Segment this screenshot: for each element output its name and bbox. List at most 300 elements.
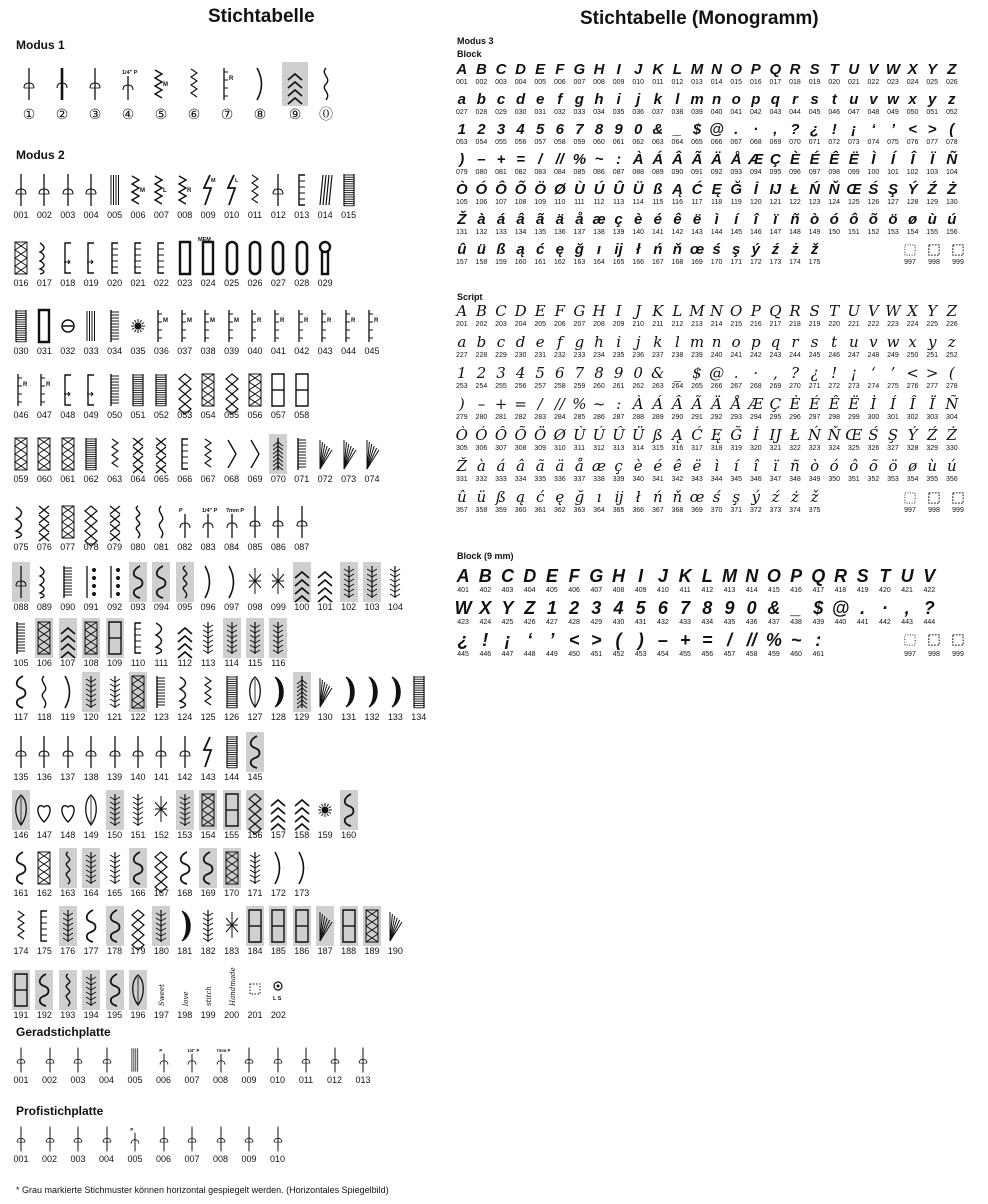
svg-text:P: P	[130, 1127, 134, 1133]
modus2-stitch	[223, 502, 244, 552]
loops-icon	[59, 970, 77, 1010]
script-char	[726, 302, 746, 329]
char-glyph: Ú	[593, 181, 605, 198]
modus2-stitch	[59, 562, 77, 612]
char-number: 368	[671, 507, 684, 514]
script-char	[570, 333, 590, 360]
char-glyph: Â	[671, 395, 683, 413]
modus2-stitch	[269, 790, 287, 840]
dense-icon	[410, 672, 428, 712]
char-glyph: V	[923, 566, 936, 586]
stitch-number: 110	[130, 658, 146, 668]
char-glyph: õ	[868, 211, 878, 228]
modus2-stitch	[176, 238, 194, 288]
script-char	[707, 302, 727, 329]
block-char	[491, 180, 511, 207]
script-char	[452, 488, 472, 515]
block-char	[922, 90, 942, 117]
stitch-number: 196	[130, 1010, 146, 1020]
char-number: 442	[879, 619, 891, 626]
char-number: 083	[534, 169, 547, 176]
char-glyph: ü	[476, 241, 486, 258]
script-char	[511, 426, 531, 453]
char-number: 251	[926, 352, 939, 359]
char-number: 421	[901, 587, 913, 594]
char-number: 077	[926, 139, 939, 146]
block-char	[511, 180, 531, 207]
stitch-number: 174	[13, 946, 29, 956]
stitch-number: 019	[83, 278, 99, 288]
serp-icon	[82, 906, 100, 946]
modus2-stitch	[82, 502, 100, 552]
stitch-number: 003	[70, 1075, 86, 1085]
script-char	[609, 488, 629, 515]
straight-c-icon	[183, 1124, 201, 1154]
char-glyph: ¡	[851, 121, 857, 138]
char-number: 140	[632, 229, 645, 236]
char-glyph: v	[869, 91, 878, 108]
script-char	[491, 426, 511, 453]
block-grid	[452, 60, 972, 270]
modus2-stitch	[152, 238, 170, 288]
char-number: 372	[749, 507, 762, 514]
script-char	[883, 395, 903, 422]
stitch-number: 083	[200, 542, 216, 552]
modus2-stitch	[106, 502, 124, 552]
block-char	[785, 60, 805, 87]
char-glyph: Å	[730, 151, 742, 168]
special-symbol	[923, 488, 945, 515]
x-box-icon	[129, 672, 147, 712]
straight-c-icon	[106, 732, 124, 772]
geradstich-stitch	[354, 1045, 372, 1085]
modus2-stitch	[129, 618, 147, 668]
block9-char	[474, 629, 496, 659]
char-number: 122	[789, 199, 801, 206]
block9-char	[807, 629, 829, 659]
char-number: 370	[710, 507, 723, 514]
block-char	[628, 90, 648, 117]
block-char	[570, 60, 590, 87]
char-glyph: Ò	[455, 426, 468, 444]
char-glyph: D	[523, 566, 537, 586]
profistich-stitch	[240, 1124, 258, 1164]
char-glyph: 3	[496, 364, 506, 382]
char-glyph: Ň	[828, 181, 840, 198]
char-number: 449	[546, 651, 558, 658]
char-number: 033	[573, 109, 586, 116]
block-char	[648, 180, 668, 207]
char-glyph: J	[634, 61, 643, 78]
char-number: 142	[671, 229, 684, 236]
char-glyph: b	[476, 91, 486, 108]
char-number: 075	[887, 139, 899, 146]
char-glyph: Ô	[494, 426, 508, 444]
block9-char	[585, 629, 607, 659]
stitch-number: 198	[177, 1010, 193, 1020]
char-glyph: ’	[549, 630, 555, 650]
char-glyph: .	[733, 364, 739, 382]
char-number: 291	[691, 414, 703, 421]
char-glyph: 8	[594, 364, 604, 382]
char-glyph: =	[514, 395, 527, 413]
char-number: 433	[679, 619, 691, 626]
char-number: 043	[769, 109, 782, 116]
block9-char	[519, 597, 541, 627]
char-glyph: ĳ	[614, 241, 623, 258]
char-glyph: p	[751, 91, 761, 108]
char-number: 275	[887, 383, 899, 390]
profistich-stitch	[183, 1124, 201, 1164]
script-char	[530, 302, 550, 329]
script-char	[903, 302, 923, 329]
box-icon	[293, 370, 311, 410]
char-glyph: G	[573, 61, 586, 78]
char-glyph: ł	[635, 488, 641, 506]
char-number: 001	[455, 79, 468, 86]
loop-icon	[35, 672, 53, 712]
char-glyph: Œ	[846, 181, 862, 198]
char-glyph: 6	[657, 598, 668, 618]
char-number: 261	[612, 383, 625, 390]
stitch-number: 119	[60, 712, 75, 722]
char-glyph: .	[734, 121, 739, 138]
block-char	[628, 210, 648, 237]
char-number: 050	[906, 109, 919, 116]
block9-char	[785, 597, 807, 627]
stitch-number: 002	[41, 1154, 58, 1164]
stitch-number: 176	[60, 946, 76, 956]
modus2-stitch	[82, 672, 100, 722]
char-glyph: ł	[636, 241, 641, 258]
script-char	[942, 395, 962, 422]
char-number: 067	[730, 139, 743, 146]
char-number: 151	[847, 229, 860, 236]
char-number: 071	[808, 139, 821, 146]
svg-text:P: P	[178, 508, 183, 514]
char-glyph: F	[555, 61, 565, 78]
char-number: 095	[769, 169, 782, 176]
char-glyph: G	[589, 566, 604, 586]
char-number: 375	[808, 507, 821, 514]
char-glyph: ż	[791, 488, 799, 506]
script-char	[746, 333, 766, 360]
dotted-box-icon	[928, 240, 940, 259]
blind-r-icon	[12, 370, 30, 410]
modus2-stitch	[59, 672, 77, 722]
modus2-stitch	[35, 170, 53, 220]
char-glyph: @	[709, 121, 724, 138]
modus2-stitch	[152, 306, 170, 356]
modus2-stitch	[176, 906, 194, 956]
char-glyph: ·	[753, 364, 759, 382]
stitch-number: 068	[224, 474, 240, 484]
char-number: 165	[612, 259, 625, 266]
modus2-stitch	[246, 306, 264, 356]
char-glyph: D	[514, 302, 527, 320]
char-number: 159	[495, 259, 507, 266]
stitch-number: 118	[37, 712, 52, 722]
char-glyph: C	[495, 302, 507, 320]
char-glyph: t	[831, 333, 838, 351]
char-glyph: O	[766, 566, 781, 586]
char-glyph: ş	[732, 488, 741, 506]
script-char	[452, 395, 472, 422]
diamond-icon	[129, 906, 147, 946]
char-glyph: $	[813, 598, 824, 618]
modus2-stitch	[176, 672, 194, 722]
special-number: 999	[952, 259, 964, 266]
block-char	[903, 210, 923, 237]
script-char	[707, 426, 727, 453]
char-number: 004	[514, 79, 527, 86]
char-glyph: Ź	[927, 181, 937, 198]
char-glyph: Ś	[868, 426, 879, 444]
block-char	[628, 240, 648, 267]
block-char	[589, 90, 609, 117]
char-number: 087	[612, 169, 625, 176]
script-char	[628, 488, 648, 515]
modus2-stitch	[106, 790, 124, 840]
stitch-number: 080	[130, 542, 146, 552]
char-glyph: c	[496, 91, 506, 108]
comb-icon	[106, 306, 124, 346]
stitch-number: 003	[70, 1154, 86, 1164]
char-glyph: $	[692, 121, 702, 138]
script-char	[922, 457, 942, 484]
char-number: 127	[887, 199, 899, 206]
char-number: 213	[691, 321, 703, 328]
script-char	[707, 488, 727, 515]
block9-char	[896, 597, 918, 627]
stitch-number: 061	[60, 474, 76, 484]
script-char	[746, 395, 766, 422]
block-char	[628, 60, 648, 87]
box-icon	[340, 906, 358, 946]
char-glyph: g	[574, 333, 585, 351]
char-number: 235	[612, 352, 625, 359]
modus2-stitch	[82, 970, 100, 1020]
char-number: 155	[926, 229, 939, 236]
char-glyph: X	[479, 598, 492, 618]
char-glyph: ?	[790, 121, 800, 138]
svg-text:L: L	[234, 178, 238, 184]
char-number: 264	[671, 383, 684, 390]
block-char	[511, 90, 531, 117]
stitch-number: 130	[317, 712, 333, 722]
char-glyph: Û	[613, 181, 625, 198]
char-number: 152	[867, 229, 880, 236]
char-number: 445	[457, 651, 469, 658]
char-glyph: H	[592, 302, 606, 320]
special-number: 999	[952, 507, 964, 514]
modus2-stitch	[106, 672, 124, 722]
char-number: 062	[632, 139, 645, 146]
char-glyph: A	[456, 566, 470, 586]
stitch-number: 024	[200, 278, 216, 288]
stitch-number: 147	[36, 830, 52, 840]
char-number: 302	[906, 414, 919, 421]
char-number: 252	[945, 352, 958, 359]
block9-char	[763, 629, 785, 659]
char-number: 342	[671, 476, 684, 483]
modus2-stitch	[152, 848, 170, 898]
char-number: 212	[671, 321, 684, 328]
char-glyph: L	[701, 566, 713, 586]
script-char	[648, 302, 668, 329]
stitch-number: 057	[270, 410, 286, 420]
char-number: 412	[701, 587, 714, 594]
block-char	[491, 120, 511, 147]
char-number: 119	[730, 199, 742, 206]
char-number: 294	[749, 414, 762, 421]
script-char	[628, 364, 648, 391]
char-glyph: =	[516, 151, 525, 168]
char-glyph: &	[652, 121, 664, 138]
char-glyph: ň	[672, 488, 683, 506]
arc-icon	[269, 848, 287, 888]
stitch-number: 108	[83, 658, 99, 668]
char-number: 035	[612, 109, 625, 116]
char-number: 228	[475, 352, 488, 359]
char-glyph: ğ	[574, 241, 584, 258]
block9-char	[696, 565, 718, 595]
modus2-stitch	[363, 906, 381, 956]
fan-icon	[316, 434, 334, 474]
modus2-stitch	[316, 434, 334, 484]
modus2-stitch	[269, 306, 287, 356]
char-number: 125	[847, 199, 860, 206]
char-number: 461	[812, 651, 825, 658]
straight-c-icon	[152, 732, 170, 772]
quarter-p-icon	[223, 502, 244, 542]
special-symbol	[923, 629, 945, 659]
stitch-number: 098	[247, 602, 263, 612]
straight-c-icon	[129, 732, 147, 772]
char-number: 017	[769, 79, 782, 86]
special-number: 997	[904, 507, 916, 514]
script-char	[589, 395, 609, 422]
script-char	[746, 488, 766, 515]
stitch-number: 018	[60, 278, 76, 288]
block9-char	[874, 597, 896, 627]
serp-icon	[246, 732, 264, 772]
block-char	[589, 240, 609, 267]
stitch-number: 021	[130, 278, 146, 288]
stitch-number: 085	[247, 542, 263, 552]
geradstich-stitch	[240, 1045, 258, 1085]
modus2-stitch	[176, 848, 194, 898]
char-number: 408	[612, 587, 625, 594]
script-char	[766, 395, 786, 422]
stitch-number: ⑨	[288, 106, 302, 122]
stitch-number: 011	[298, 1075, 314, 1085]
char-glyph: ê	[672, 457, 682, 475]
block-char	[824, 60, 844, 87]
profistich-stitch	[155, 1124, 173, 1164]
char-glyph: Í	[890, 151, 896, 168]
char-glyph: M	[721, 566, 737, 586]
svg-text:L: L	[163, 188, 168, 194]
stitch-number: 046	[13, 410, 29, 420]
modus2-grid	[12, 170, 442, 1020]
stitch-number: 129	[294, 712, 310, 722]
stitch-number: 168	[177, 888, 193, 898]
modus2-stitch	[199, 170, 217, 220]
stitch-number: 135	[13, 772, 29, 782]
block-char	[883, 210, 903, 237]
char-number: 060	[593, 139, 605, 146]
serp-icon	[176, 848, 194, 888]
stitch-number: 036	[153, 346, 169, 356]
char-number: 407	[590, 587, 603, 594]
block-char	[609, 90, 629, 117]
modus2-stitch	[82, 370, 100, 420]
quarter-p-icon	[155, 1045, 173, 1075]
char-number: 262	[632, 383, 645, 390]
special-number: 997	[904, 651, 916, 658]
char-number: 258	[553, 383, 566, 390]
char-glyph: ã	[535, 457, 545, 475]
char-glyph: à	[477, 211, 486, 228]
stitch-number: 113	[201, 658, 216, 668]
modus2-stitch	[269, 906, 287, 956]
char-number: 029	[495, 109, 507, 116]
char-glyph: ¡	[850, 364, 857, 382]
stitch-number: 051	[130, 410, 146, 420]
dotted-box-icon	[928, 629, 940, 651]
char-number: 104	[945, 169, 958, 176]
char-glyph: X	[907, 61, 918, 78]
straight-c-icon	[35, 732, 53, 772]
stitch-number: 035	[130, 346, 146, 356]
dense-icon	[152, 370, 170, 410]
char-number: 238	[671, 352, 684, 359]
modus2-stitch	[12, 732, 30, 782]
modus2-stitch	[59, 238, 77, 288]
comb-icon	[152, 672, 170, 712]
char-number: 341	[651, 476, 664, 483]
script-char	[883, 426, 903, 453]
char-number: 406	[568, 587, 580, 594]
modus2-stitch	[59, 170, 77, 220]
char-number: 337	[573, 476, 586, 483]
modus2-stitch	[106, 970, 124, 1020]
modus2-stitch	[12, 170, 30, 220]
geradstich-stitch	[269, 1045, 287, 1085]
block-char	[472, 180, 492, 207]
char-glyph: <	[568, 630, 580, 650]
fern-icon	[199, 618, 217, 658]
char-glyph: (	[949, 121, 955, 138]
char-number: 305	[455, 445, 468, 452]
block-char	[452, 240, 472, 267]
stitch-number: 087	[294, 542, 310, 552]
char-glyph: ,	[773, 364, 778, 382]
block-char	[707, 240, 727, 267]
char-number: 327	[887, 445, 899, 452]
modus2-stitch	[223, 562, 241, 612]
script-char	[668, 426, 688, 453]
modus2-stitch	[106, 906, 124, 956]
block9-grid	[452, 565, 972, 665]
loops-icon	[59, 848, 77, 888]
straight-c-icon	[326, 1045, 344, 1075]
script-char	[883, 364, 903, 391]
char-glyph: S	[809, 302, 820, 320]
stitch-number: ④	[121, 106, 135, 122]
script-char	[726, 333, 746, 360]
